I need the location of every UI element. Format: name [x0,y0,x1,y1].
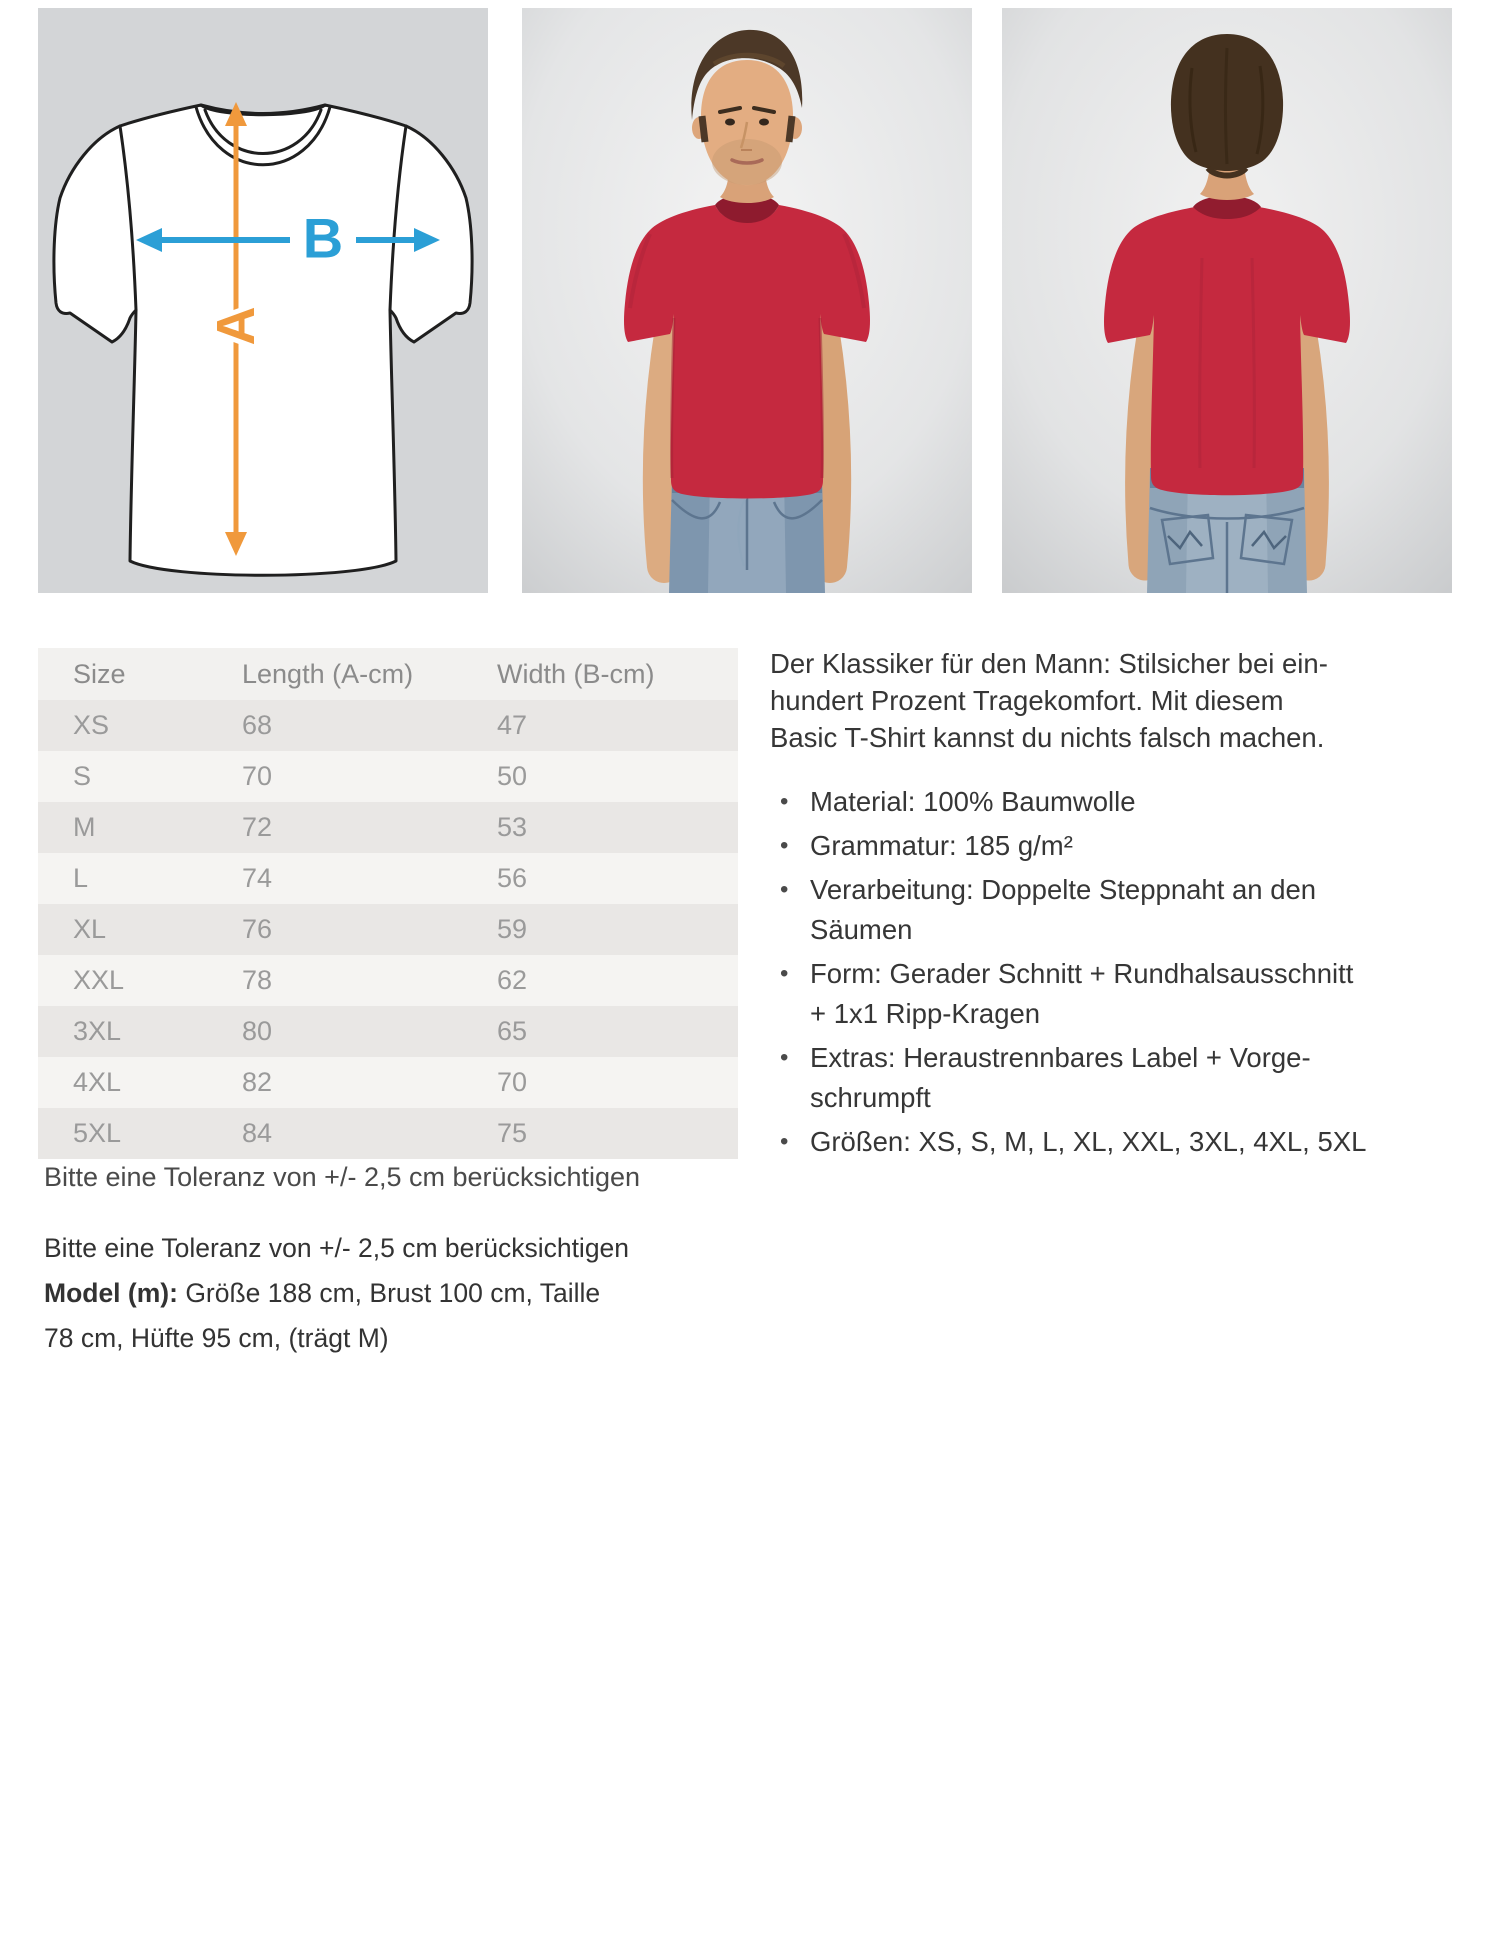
bullet-marker: • [780,788,789,815]
size-cell: 4XL [73,1067,122,1097]
size-cell: 5XL [73,1118,122,1148]
size-cell: XXL [73,965,125,995]
width-cell: 50 [497,761,528,791]
width-cell: 47 [497,710,528,740]
table-row [38,904,738,955]
measurement-label-a: A [206,306,266,346]
intro-line: Der Klassiker für den Mann: Stilsicher bei ein- [770,648,1328,679]
bullet-marker: • [780,832,789,859]
product-image-measurement-diagram[interactable] [38,8,488,593]
column-header-size: Size [73,658,126,689]
column-header-width: Width (B-cm) [497,658,655,689]
feature-bullet-item [770,954,1470,1034]
feature-bullet-item [770,1122,1470,1162]
table-row [38,853,738,904]
feature-bullet-item [770,1038,1470,1118]
model-back-illustration [1002,8,1452,593]
product-description [770,645,1470,1166]
width-cell: 59 [497,914,528,944]
length-cell: 80 [242,1016,273,1046]
width-cell: 70 [497,1067,528,1097]
size-cell: S [73,761,92,791]
clipped-text-row [44,1162,641,1192]
bullet-text-line: Größen: XS, S, M, L, XL, XXL, 3XL, 4XL, 5XL [810,1126,1367,1157]
length-cell: 72 [242,812,273,842]
measurement-label-b: B [302,206,344,270]
size-cell: L [73,863,89,893]
size-table [38,648,738,1159]
model-front-illustration [522,8,972,593]
bullet-text-line: Material: 100% Baumwolle [810,786,1136,817]
bullet-text-line: schrumpft [810,1082,931,1113]
model-info-line2: 78 cm, Hüfte 95 cm, (trägt M) [44,1323,389,1353]
model-info-line1 [44,1271,644,1316]
length-cell: 78 [242,965,273,995]
size-table-body [38,700,738,1159]
table-row [38,700,738,751]
clipped-text: Bitte eine Toleranz von +/- 2,5 cm berücksichtigen [44,1162,641,1192]
feature-bullet-item [770,782,1470,822]
width-cell: 62 [497,965,528,995]
bullet-marker: • [780,1128,789,1155]
bullet-text-line: Säumen [810,914,913,945]
table-row [38,802,738,853]
bullet-text-line: + 1x1 Ripp-Kragen [810,998,1041,1029]
size-cell: XL [73,914,107,944]
size-cell: M [73,812,96,842]
column-header-length: Length (A-cm) [242,658,414,689]
feature-bullet-list [770,782,1470,1162]
width-cell: 75 [497,1118,528,1148]
length-cell: 70 [242,761,273,791]
width-cell: 65 [497,1016,528,1046]
bullet-text-line: Form: Gerader Schnitt + Rundhalsausschnitt [810,958,1354,989]
bullet-text-line: Verarbeitung: Doppelte Steppnaht an den [810,874,1317,905]
bullet-marker: • [780,960,789,987]
table-row [38,1108,738,1159]
table-row [38,1006,738,1057]
table-row [38,751,738,802]
size-table-header [38,648,738,700]
notes-block [44,1226,644,1361]
product-image-model-back[interactable] [1002,8,1452,593]
model-info-part1: Größe 188 cm, Brust 100 cm, Taille [177,1278,601,1308]
width-cell: 53 [497,812,528,842]
bullet-marker: • [780,1044,789,1071]
feature-bullet-item [770,870,1470,950]
size-cell: XS [73,710,110,740]
product-image-model-front[interactable] [522,8,972,593]
intro-line: Basic T-Shirt kannst du nichts falsch machen. [770,722,1325,753]
model-label: Model (m): [44,1278,178,1308]
tshirt-measurement-illustration [38,8,488,593]
intro-line: hundert Prozent Tragekomfort. Mit diesem [770,685,1284,716]
bullet-text-line: Extras: Heraustrennbares Label + Vorge- [810,1042,1311,1073]
feature-bullet-item [770,826,1470,866]
tolerance-note: Bitte eine Toleranz von +/- 2,5 cm berücksichtigen [44,1233,630,1263]
length-cell: 84 [242,1118,273,1148]
description-intro [770,645,1470,756]
width-cell: 56 [497,863,528,893]
table-row [38,1057,738,1108]
length-cell: 76 [242,914,273,944]
bullet-marker: • [780,876,789,903]
length-cell: 68 [242,710,273,740]
bullet-text-line: Grammatur: 185 g/m² [810,830,1073,861]
length-cell: 82 [242,1067,273,1097]
size-cell: 3XL [73,1016,122,1046]
table-row [38,955,738,1006]
length-cell: 74 [242,863,273,893]
